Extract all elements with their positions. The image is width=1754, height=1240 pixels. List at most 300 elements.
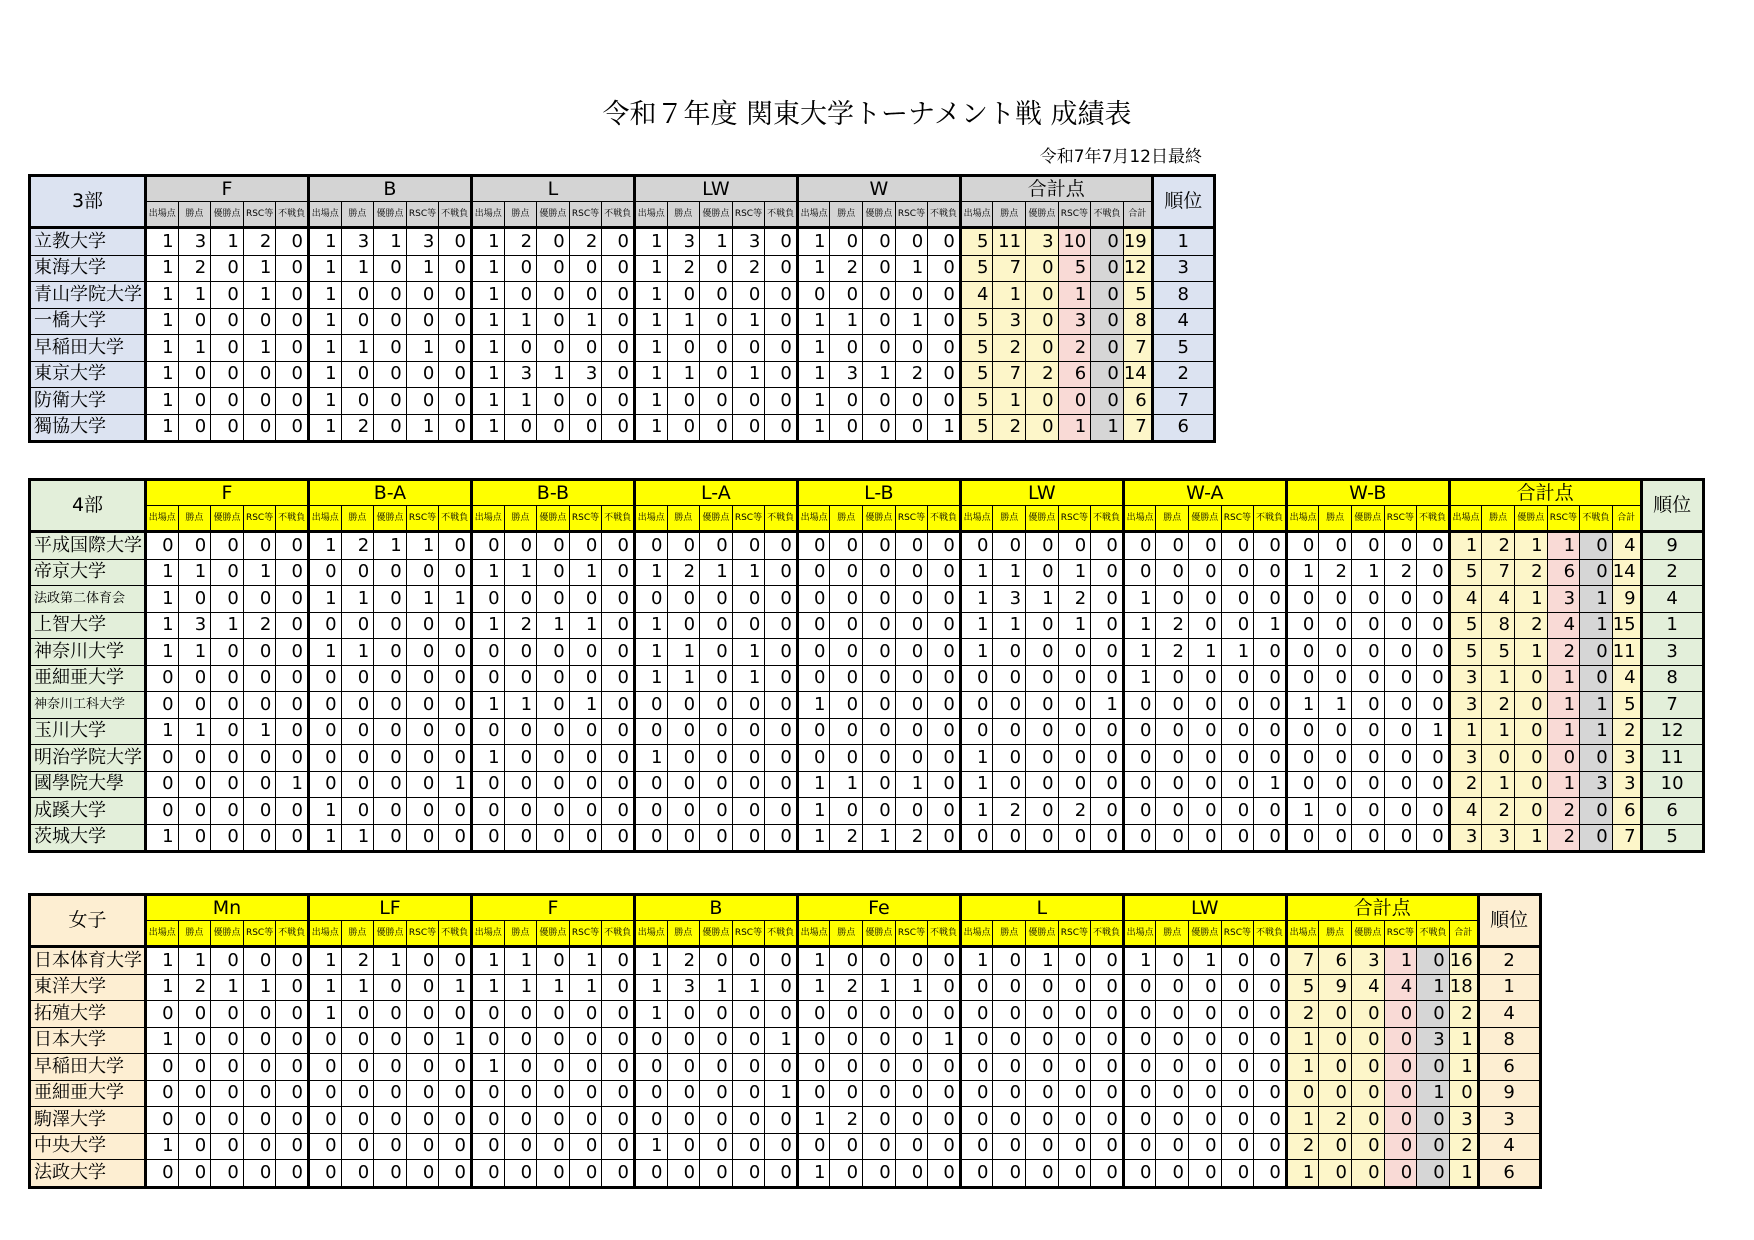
total-sum-cell: 9 — [1612, 586, 1641, 613]
score-cell: 0 — [928, 559, 961, 586]
total-cell: 0 — [1580, 559, 1613, 586]
score-cell: 0 — [1351, 532, 1384, 560]
total-sum-cell: 7 — [1123, 335, 1152, 362]
total-cell: 5 — [1286, 974, 1319, 1001]
score-cell: 3 — [993, 586, 1026, 613]
score-cell: 0 — [830, 282, 863, 309]
total-cell: 10 — [1058, 228, 1091, 256]
team-name: 早稲田大学 — [30, 335, 146, 362]
score-cell: 1 — [146, 414, 179, 442]
score-cell: 0 — [895, 414, 928, 442]
score-cell: 0 — [1123, 559, 1156, 586]
score-cell: 0 — [374, 1160, 407, 1188]
sub-header: RSC等 — [406, 921, 439, 947]
total-cell: 4 — [1482, 586, 1515, 613]
score-cell: 0 — [537, 1133, 570, 1160]
score-cell: 0 — [1221, 1107, 1254, 1134]
score-cell: 0 — [1286, 532, 1319, 560]
score-cell: 0 — [765, 282, 798, 309]
score-cell: 2 — [830, 974, 863, 1001]
total-cell: 5 — [960, 361, 993, 388]
score-cell: 0 — [830, 335, 863, 362]
score-cell: 0 — [765, 1107, 798, 1134]
score-cell: 1 — [146, 718, 179, 745]
score-cell: 0 — [602, 745, 635, 772]
total-cell: 1 — [1514, 824, 1547, 852]
score-cell: 1 — [797, 824, 830, 852]
score-cell: 0 — [439, 532, 472, 560]
score-cell: 1 — [308, 361, 341, 388]
score-cell: 0 — [1189, 718, 1222, 745]
score-cell: 0 — [276, 1133, 309, 1160]
score-cell: 0 — [178, 824, 211, 852]
update-date: 令和7年7月12日最終 — [1039, 147, 1202, 167]
score-cell: 0 — [928, 692, 961, 719]
division-4-table — [28, 478, 1705, 853]
score-cell: 0 — [341, 559, 374, 586]
score-cell: 0 — [895, 639, 928, 666]
score-cell: 0 — [374, 692, 407, 719]
score-cell: 0 — [1417, 532, 1450, 560]
total-cell: 5 — [960, 414, 993, 442]
score-cell: 0 — [243, 414, 276, 442]
total-cell: 3 — [1449, 692, 1482, 719]
score-cell: 0 — [374, 771, 407, 798]
total-cell: 2 — [1319, 1107, 1352, 1134]
score-cell: 0 — [1026, 974, 1059, 1001]
score-cell: 1 — [928, 414, 961, 442]
score-cell: 0 — [667, 335, 700, 362]
score-cell: 0 — [1026, 1160, 1059, 1188]
score-cell: 0 — [602, 228, 635, 256]
score-cell: 0 — [1189, 1160, 1222, 1188]
score-cell: 0 — [928, 586, 961, 613]
total-cell: 1 — [1286, 1027, 1319, 1054]
score-cell: 0 — [960, 1160, 993, 1188]
score-cell: 0 — [439, 1133, 472, 1160]
score-cell: 0 — [439, 388, 472, 415]
total-cell: 5 — [1449, 612, 1482, 639]
total-cell: 1 — [993, 282, 1026, 309]
table-row — [30, 771, 1704, 798]
score-cell: 1 — [308, 228, 341, 256]
score-cell: 0 — [341, 718, 374, 745]
score-cell: 3 — [504, 361, 537, 388]
score-cell: 2 — [895, 824, 928, 852]
score-cell: 0 — [178, 1107, 211, 1134]
score-cell: 0 — [993, 824, 1026, 852]
score-cell: 0 — [732, 947, 765, 975]
score-cell: 0 — [504, 335, 537, 362]
score-cell: 0 — [928, 718, 961, 745]
total-sum-cell: 18 — [1449, 974, 1478, 1001]
score-cell: 0 — [895, 665, 928, 692]
score-cell: 0 — [537, 255, 570, 282]
score-cell: 1 — [308, 586, 341, 613]
sub-header: 出場点 — [146, 506, 179, 532]
score-cell: 0 — [243, 361, 276, 388]
team-name: 防衛大学 — [30, 388, 146, 415]
score-cell: 0 — [374, 798, 407, 825]
weight-class-header: LW — [960, 480, 1123, 506]
total-cell: 0 — [1384, 1027, 1417, 1054]
score-cell: 1 — [146, 388, 179, 415]
score-cell: 0 — [1351, 824, 1384, 852]
score-cell: 0 — [276, 586, 309, 613]
score-cell: 0 — [1189, 612, 1222, 639]
score-cell: 0 — [700, 665, 733, 692]
score-cell: 0 — [341, 612, 374, 639]
total-sub-header: 優勝点 — [1514, 506, 1547, 532]
score-cell: 0 — [700, 1027, 733, 1054]
score-cell: 0 — [1091, 718, 1124, 745]
score-cell: 0 — [863, 665, 896, 692]
score-cell: 0 — [765, 1001, 798, 1028]
score-cell: 0 — [863, 559, 896, 586]
score-cell: 0 — [569, 1107, 602, 1134]
score-cell: 0 — [341, 1027, 374, 1054]
sub-header: RSC等 — [732, 506, 765, 532]
score-cell: 0 — [765, 361, 798, 388]
score-cell: 0 — [1058, 1001, 1091, 1028]
score-cell: 0 — [537, 1107, 570, 1134]
sub-header: 優勝点 — [1026, 506, 1059, 532]
table-row — [30, 824, 1704, 852]
score-cell: 0 — [374, 1107, 407, 1134]
total-cell: 3 — [1482, 824, 1515, 852]
score-cell: 2 — [569, 228, 602, 256]
score-cell: 0 — [960, 1001, 993, 1028]
score-cell: 1 — [863, 361, 896, 388]
table-row — [30, 282, 1215, 309]
total-cell: 0 — [1026, 255, 1059, 282]
score-cell: 0 — [928, 1107, 961, 1134]
total-cell: 0 — [1514, 665, 1547, 692]
total-sum-cell: 5 — [1123, 282, 1152, 309]
score-cell: 0 — [1417, 692, 1450, 719]
score-cell: 1 — [308, 532, 341, 560]
score-cell: 0 — [765, 532, 798, 560]
score-cell: 0 — [1123, 1027, 1156, 1054]
score-cell: 0 — [700, 1001, 733, 1028]
score-cell: 0 — [667, 771, 700, 798]
rank-cell: 5 — [1152, 335, 1214, 362]
score-cell: 0 — [211, 282, 244, 309]
total-cell: 2 — [1058, 335, 1091, 362]
total-cell: 6 — [1547, 559, 1580, 586]
table-row — [30, 1080, 1541, 1107]
score-cell: 0 — [1319, 798, 1352, 825]
total-sub-header: 勝点 — [1319, 921, 1352, 947]
score-cell: 0 — [863, 692, 896, 719]
score-cell: 0 — [797, 1027, 830, 1054]
score-cell: 0 — [1026, 532, 1059, 560]
total-cell: 1 — [1547, 718, 1580, 745]
sub-header: 優勝点 — [211, 921, 244, 947]
score-cell: 0 — [863, 745, 896, 772]
sub-header: 勝点 — [341, 921, 374, 947]
table-row — [30, 335, 1215, 362]
total-sub-header: 不戦負 — [1417, 921, 1450, 947]
score-cell: 0 — [308, 718, 341, 745]
total-cell: 0 — [1384, 1054, 1417, 1081]
total-cell: 1 — [1286, 1160, 1319, 1188]
score-cell: 0 — [732, 282, 765, 309]
sub-header: 不戦負 — [765, 921, 798, 947]
score-cell: 0 — [406, 692, 439, 719]
score-cell: 3 — [569, 361, 602, 388]
score-cell: 0 — [602, 771, 635, 798]
score-cell: 1 — [960, 745, 993, 772]
score-cell: 0 — [895, 1080, 928, 1107]
score-cell: 0 — [667, 532, 700, 560]
score-cell: 1 — [439, 974, 472, 1001]
score-cell: 0 — [1319, 665, 1352, 692]
score-cell: 0 — [406, 947, 439, 975]
score-cell: 1 — [797, 974, 830, 1001]
score-cell: 0 — [960, 1054, 993, 1081]
score-cell: 0 — [537, 639, 570, 666]
score-cell: 0 — [276, 798, 309, 825]
score-cell: 0 — [732, 718, 765, 745]
weight-class-header: LW — [1123, 895, 1286, 921]
score-cell: 0 — [471, 718, 504, 745]
score-cell: 0 — [602, 824, 635, 852]
score-cell: 0 — [1254, 974, 1287, 1001]
score-cell: 0 — [178, 1027, 211, 1054]
score-cell: 0 — [1221, 1001, 1254, 1028]
score-cell: 0 — [895, 947, 928, 975]
score-cell: 0 — [765, 745, 798, 772]
sub-header: 出場点 — [471, 921, 504, 947]
team-name: 中央大学 — [30, 1133, 146, 1160]
table-row — [30, 532, 1704, 560]
score-cell: 0 — [732, 771, 765, 798]
score-cell: 0 — [732, 1080, 765, 1107]
score-cell: 1 — [504, 974, 537, 1001]
score-cell: 0 — [569, 718, 602, 745]
total-cell: 2 — [1286, 1133, 1319, 1160]
sub-header: 不戦負 — [928, 921, 961, 947]
total-cell: 1 — [1449, 718, 1482, 745]
total-cell: 6 — [1319, 947, 1352, 975]
score-cell: 0 — [863, 1160, 896, 1188]
sub-header: 出場点 — [308, 921, 341, 947]
score-cell: 1 — [732, 974, 765, 1001]
score-cell: 0 — [211, 1027, 244, 1054]
weight-class-header: F — [146, 480, 309, 506]
total-cell: 1 — [1482, 718, 1515, 745]
score-cell: 0 — [667, 1001, 700, 1028]
score-cell: 0 — [667, 718, 700, 745]
total-cell: 0 — [1417, 1054, 1450, 1081]
score-cell: 0 — [308, 1027, 341, 1054]
score-cell: 0 — [1384, 532, 1417, 560]
score-cell: 0 — [895, 1001, 928, 1028]
total-cell: 2 — [1547, 798, 1580, 825]
score-cell: 0 — [1189, 1001, 1222, 1028]
total-cell: 0 — [1580, 798, 1613, 825]
total-cell: 1 — [1417, 1080, 1450, 1107]
score-cell: 0 — [1123, 1107, 1156, 1134]
score-cell: 0 — [1351, 745, 1384, 772]
score-cell: 0 — [569, 282, 602, 309]
sub-header: 不戦負 — [1254, 921, 1287, 947]
score-cell: 0 — [1254, 586, 1287, 613]
score-cell: 0 — [863, 1080, 896, 1107]
score-cell: 0 — [863, 335, 896, 362]
score-cell: 0 — [1091, 665, 1124, 692]
score-cell: 0 — [830, 228, 863, 256]
score-cell: 0 — [667, 1133, 700, 1160]
table-row — [30, 947, 1541, 975]
score-cell: 0 — [667, 388, 700, 415]
total-cell: 0 — [1580, 824, 1613, 852]
score-cell: 2 — [341, 947, 374, 975]
score-cell: 0 — [602, 947, 635, 975]
score-cell: 0 — [667, 1027, 700, 1054]
score-cell: 0 — [537, 745, 570, 772]
score-cell: 1 — [1026, 586, 1059, 613]
total-cell: 0 — [1026, 282, 1059, 309]
score-cell: 0 — [960, 974, 993, 1001]
sub-header: 出場点 — [960, 506, 993, 532]
team-name: 拓殖大学 — [30, 1001, 146, 1028]
rank-cell: 9 — [1478, 1080, 1540, 1107]
total-sum-cell: 14 — [1123, 361, 1152, 388]
score-cell: 1 — [569, 974, 602, 1001]
score-cell: 0 — [928, 824, 961, 852]
score-cell: 0 — [1026, 612, 1059, 639]
total-sub-header: 合計 — [1612, 506, 1641, 532]
score-cell: 0 — [276, 1001, 309, 1028]
score-cell: 0 — [211, 718, 244, 745]
score-cell: 0 — [765, 639, 798, 666]
score-cell: 0 — [146, 1054, 179, 1081]
team-name: 獨協大学 — [30, 414, 146, 442]
score-cell: 0 — [732, 824, 765, 852]
score-cell: 1 — [634, 228, 667, 256]
score-cell: 0 — [1026, 1080, 1059, 1107]
score-cell: 0 — [700, 586, 733, 613]
score-cell: 1 — [471, 1054, 504, 1081]
total-cell: 0 — [1482, 745, 1515, 772]
score-cell: 0 — [1123, 771, 1156, 798]
total-cell: 0 — [1319, 1160, 1352, 1188]
score-cell: 0 — [211, 639, 244, 666]
score-cell: 0 — [471, 824, 504, 852]
table-row — [30, 612, 1704, 639]
score-cell: 0 — [895, 798, 928, 825]
score-cell: 0 — [1417, 639, 1450, 666]
score-cell: 0 — [1123, 532, 1156, 560]
total-sub-header: 不戦負 — [1580, 506, 1613, 532]
score-cell: 0 — [765, 665, 798, 692]
score-cell: 0 — [1026, 745, 1059, 772]
score-cell: 0 — [602, 255, 635, 282]
score-cell: 1 — [439, 586, 472, 613]
score-cell: 0 — [1156, 824, 1189, 852]
score-cell: 1 — [243, 335, 276, 362]
score-cell: 0 — [602, 718, 635, 745]
score-cell: 0 — [406, 771, 439, 798]
sub-header: RSC等 — [569, 506, 602, 532]
score-cell: 0 — [830, 559, 863, 586]
score-cell: 0 — [1417, 586, 1450, 613]
score-cell: 0 — [863, 282, 896, 309]
score-cell: 0 — [211, 559, 244, 586]
score-cell: 0 — [1026, 798, 1059, 825]
score-cell: 0 — [1058, 665, 1091, 692]
score-cell: 1 — [960, 947, 993, 975]
score-cell: 1 — [471, 282, 504, 309]
score-cell: 0 — [602, 665, 635, 692]
score-cell: 0 — [178, 361, 211, 388]
total-cell: 0 — [1091, 388, 1124, 415]
total-cell: 1 — [993, 388, 1026, 415]
sub-header: 出場点 — [634, 921, 667, 947]
score-cell: 0 — [1221, 974, 1254, 1001]
sub-header: 出場点 — [797, 506, 830, 532]
score-cell: 0 — [308, 1160, 341, 1188]
score-cell: 0 — [732, 1027, 765, 1054]
score-cell: 0 — [765, 335, 798, 362]
score-cell: 0 — [895, 282, 928, 309]
score-cell: 0 — [1286, 665, 1319, 692]
score-cell: 2 — [504, 612, 537, 639]
sub-header: RSC等 — [569, 921, 602, 947]
score-cell: 0 — [1123, 692, 1156, 719]
score-cell: 1 — [471, 745, 504, 772]
score-cell: 1 — [374, 947, 407, 975]
score-cell: 1 — [471, 228, 504, 256]
total-cell: 1 — [1058, 282, 1091, 309]
score-cell: 1 — [308, 282, 341, 309]
total-cell: 3 — [1449, 824, 1482, 852]
score-cell: 0 — [732, 692, 765, 719]
total-sum-cell: 8 — [1123, 308, 1152, 335]
sub-header: 不戦負 — [276, 506, 309, 532]
score-cell: 0 — [1221, 559, 1254, 586]
score-cell: 0 — [1384, 639, 1417, 666]
rank-header: 順位 — [1478, 895, 1540, 947]
score-cell: 1 — [569, 308, 602, 335]
weight-class-header: B — [308, 176, 471, 202]
score-cell: 0 — [569, 388, 602, 415]
score-cell: 0 — [276, 1107, 309, 1134]
score-cell: 0 — [211, 665, 244, 692]
score-cell: 0 — [406, 1080, 439, 1107]
score-cell: 0 — [765, 1133, 798, 1160]
score-cell: 0 — [928, 282, 961, 309]
rank-cell: 4 — [1152, 308, 1214, 335]
score-cell: 0 — [830, 745, 863, 772]
score-cell: 0 — [537, 532, 570, 560]
rank-cell: 4 — [1478, 1001, 1540, 1028]
score-cell: 0 — [504, 282, 537, 309]
sub-header: 優勝点 — [700, 202, 733, 228]
score-cell: 0 — [1221, 692, 1254, 719]
score-cell: 0 — [178, 586, 211, 613]
score-cell: 0 — [1026, 1107, 1059, 1134]
score-cell: 1 — [146, 559, 179, 586]
score-cell: 0 — [146, 798, 179, 825]
score-cell: 0 — [863, 532, 896, 560]
score-cell: 0 — [1058, 1080, 1091, 1107]
score-cell: 0 — [211, 798, 244, 825]
score-cell: 0 — [765, 692, 798, 719]
score-cell: 0 — [732, 335, 765, 362]
